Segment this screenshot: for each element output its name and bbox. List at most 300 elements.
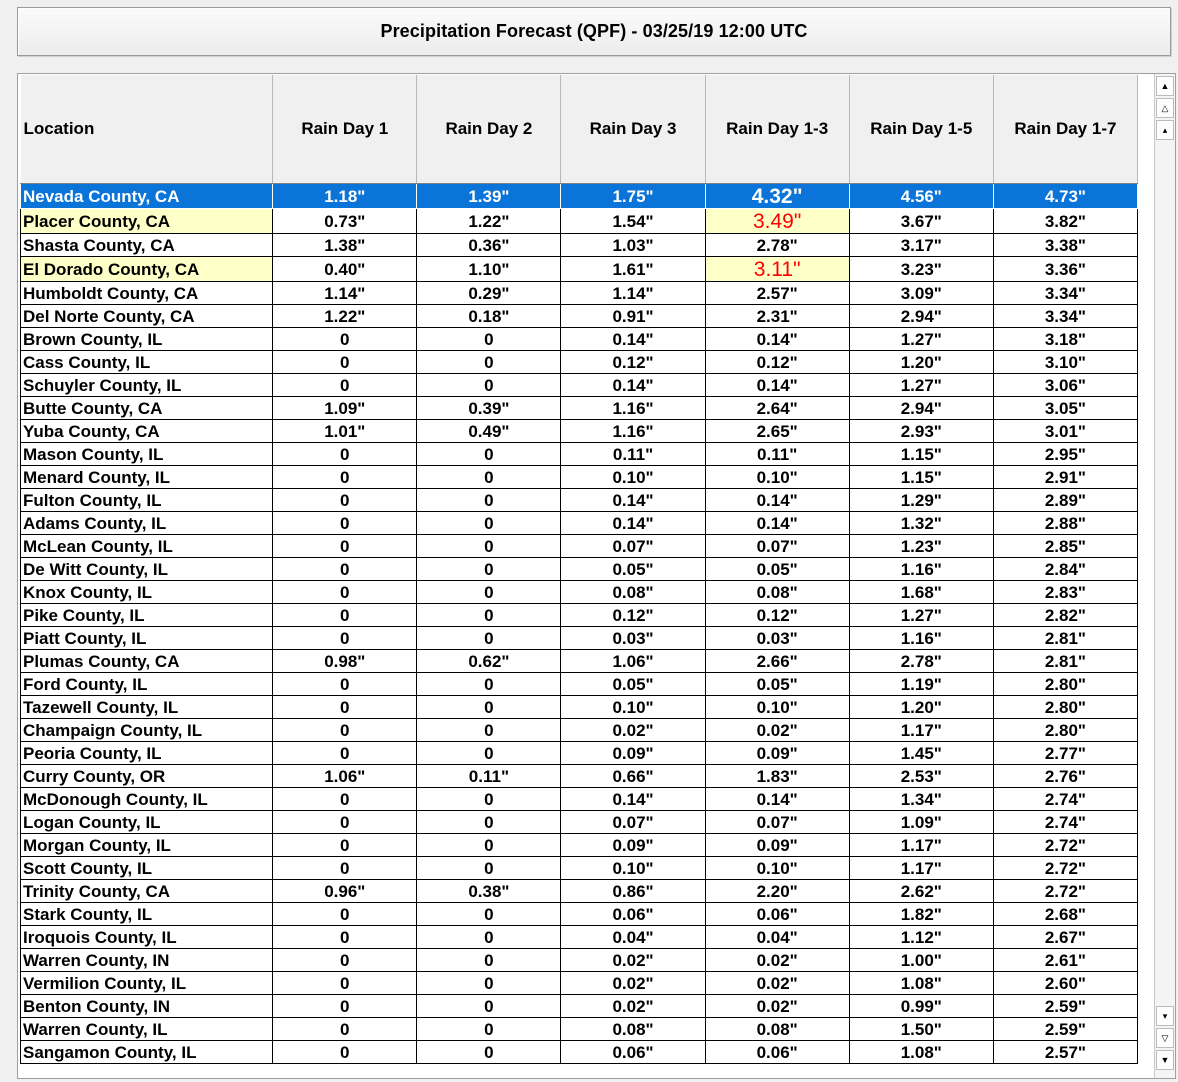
cell-location: Warren County, IL <box>21 1018 273 1041</box>
cell-rain-day-1-3: 0.14" <box>705 328 849 351</box>
cell-rain-day-1-7: 2.81" <box>993 650 1137 673</box>
window-title: Precipitation Forecast (QPF) - 03/25/19 12:00 UTC <box>380 21 808 41</box>
cell-rain-day-1-7: 2.91" <box>993 466 1137 489</box>
cell-rain-day-3: 0.09" <box>561 742 705 765</box>
table-row[interactable] <box>21 466 1138 489</box>
cell-rain-day-2: 0 <box>417 719 561 742</box>
cell-rain-day-1: 0 <box>273 374 417 397</box>
cell-rain-day-1-7: 2.60" <box>993 972 1137 995</box>
table-row[interactable] <box>21 443 1138 466</box>
table-row[interactable] <box>21 742 1138 765</box>
table-row[interactable] <box>21 834 1138 857</box>
cell-rain-day-1-5: 1.50" <box>849 1018 993 1041</box>
cell-rain-day-1-5: 1.29" <box>849 489 993 512</box>
column-header-rain-day-1-3[interactable]: Rain Day 1-3 <box>705 75 849 184</box>
cell-rain-day-3: 0.14" <box>561 788 705 811</box>
table-row[interactable] <box>21 535 1138 558</box>
cell-rain-day-1-7: 3.34" <box>993 282 1137 305</box>
cell-rain-day-1: 0 <box>273 1041 417 1064</box>
cell-location: Schuyler County, IL <box>21 374 273 397</box>
table-row[interactable] <box>21 489 1138 512</box>
table-row[interactable] <box>21 627 1138 650</box>
cell-rain-day-3: 0.66" <box>561 765 705 788</box>
cell-rain-day-1: 0.73" <box>273 209 417 234</box>
cell-rain-day-1-5: 1.19" <box>849 673 993 696</box>
table-row[interactable] <box>21 926 1138 949</box>
header-row <box>21 75 1138 184</box>
cell-rain-day-3: 0.06" <box>561 903 705 926</box>
table-row[interactable] <box>21 673 1138 696</box>
cell-rain-day-3: 0.07" <box>561 811 705 834</box>
cell-rain-day-1: 0 <box>273 696 417 719</box>
cell-rain-day-1: 0 <box>273 811 417 834</box>
cell-rain-day-1-5: 0.99" <box>849 995 993 1018</box>
column-header-rain-day-3[interactable]: Rain Day 3 <box>561 75 705 184</box>
cell-rain-day-1-3: 0.14" <box>705 512 849 535</box>
cell-rain-day-1-3: 0.09" <box>705 834 849 857</box>
scroll-bottom-icon[interactable]: ▼ <box>1156 1050 1174 1070</box>
cell-rain-day-1-5: 1.20" <box>849 351 993 374</box>
cell-rain-day-3: 1.75" <box>561 184 705 209</box>
table-row[interactable] <box>21 719 1138 742</box>
cell-rain-day-1: 1.09" <box>273 397 417 420</box>
cell-rain-day-1: 0 <box>273 1018 417 1041</box>
cell-rain-day-1-7: 2.82" <box>993 604 1137 627</box>
cell-location: Knox County, IL <box>21 581 273 604</box>
cell-rain-day-1-5: 1.12" <box>849 926 993 949</box>
cell-rain-day-2: 0 <box>417 995 561 1018</box>
cell-rain-day-1: 0 <box>273 443 417 466</box>
cell-rain-day-1-3: 2.20" <box>705 880 849 903</box>
cell-rain-day-1: 0 <box>273 995 417 1018</box>
cell-rain-day-1-7: 2.74" <box>993 811 1137 834</box>
cell-location: Trinity County, CA <box>21 880 273 903</box>
cell-rain-day-2: 0 <box>417 926 561 949</box>
cell-location: De Witt County, IL <box>21 558 273 581</box>
cell-rain-day-2: 0 <box>417 972 561 995</box>
cell-rain-day-1-5: 1.09" <box>849 811 993 834</box>
cell-rain-day-1-3: 3.49" <box>705 209 849 234</box>
cell-location: Brown County, IL <box>21 328 273 351</box>
table-row[interactable] <box>21 972 1138 995</box>
cell-rain-day-1-3: 0.10" <box>705 696 849 719</box>
cell-rain-day-1-5: 1.45" <box>849 742 993 765</box>
cell-rain-day-2: 0 <box>417 1018 561 1041</box>
cell-location: Menard County, IL <box>21 466 273 489</box>
table-row[interactable] <box>21 420 1138 443</box>
cell-location: Logan County, IL <box>21 811 273 834</box>
cell-rain-day-3: 0.02" <box>561 719 705 742</box>
cell-rain-day-1-3: 4.32" <box>705 184 849 209</box>
cell-rain-day-1-5: 1.17" <box>849 719 993 742</box>
cell-rain-day-3: 0.14" <box>561 328 705 351</box>
cell-location: El Dorado County, CA <box>21 257 273 282</box>
cell-rain-day-3: 0.03" <box>561 627 705 650</box>
table-row[interactable] <box>21 234 1138 257</box>
cell-rain-day-1: 0 <box>273 351 417 374</box>
table-row[interactable] <box>21 351 1138 374</box>
cell-rain-day-1: 0 <box>273 903 417 926</box>
cell-rain-day-1-7: 2.85" <box>993 535 1137 558</box>
cell-rain-day-1-3: 2.78" <box>705 234 849 257</box>
table-row[interactable] <box>21 696 1138 719</box>
cell-location: Ford County, IL <box>21 673 273 696</box>
cell-rain-day-2: 0.39" <box>417 397 561 420</box>
cell-rain-day-1-5: 1.15" <box>849 466 993 489</box>
cell-rain-day-1: 0 <box>273 926 417 949</box>
table-row[interactable] <box>21 788 1138 811</box>
cell-rain-day-3: 0.02" <box>561 949 705 972</box>
cell-rain-day-1-5: 1.34" <box>849 788 993 811</box>
cell-rain-day-2: 0 <box>417 558 561 581</box>
cell-rain-day-1-3: 0.07" <box>705 811 849 834</box>
cell-rain-day-1-7: 3.34" <box>993 305 1137 328</box>
cell-rain-day-1-3: 0.10" <box>705 857 849 880</box>
cell-location: Tazewell County, IL <box>21 696 273 719</box>
cell-rain-day-2: 0 <box>417 443 561 466</box>
cell-location: Humboldt County, CA <box>21 282 273 305</box>
cell-rain-day-1: 0 <box>273 627 417 650</box>
cell-rain-day-2: 0 <box>417 512 561 535</box>
cell-rain-day-1: 0 <box>273 558 417 581</box>
cell-rain-day-1-5: 3.23" <box>849 257 993 282</box>
cell-rain-day-1-7: 2.67" <box>993 926 1137 949</box>
cell-location: McLean County, IL <box>21 535 273 558</box>
scroll-top-icon[interactable]: ▲ <box>1156 76 1174 96</box>
cell-rain-day-1-7: 2.68" <box>993 903 1137 926</box>
cell-rain-day-2: 0.18" <box>417 305 561 328</box>
cell-location: Scott County, IL <box>21 857 273 880</box>
cell-rain-day-2: 0 <box>417 328 561 351</box>
table-row[interactable] <box>21 1018 1138 1041</box>
cell-rain-day-1-7: 2.72" <box>993 834 1137 857</box>
cell-rain-day-2: 0 <box>417 903 561 926</box>
cell-rain-day-3: 0.86" <box>561 880 705 903</box>
cell-rain-day-1-7: 2.59" <box>993 1018 1137 1041</box>
cell-location: Fulton County, IL <box>21 489 273 512</box>
cell-rain-day-3: 1.06" <box>561 650 705 673</box>
cell-rain-day-3: 1.61" <box>561 257 705 282</box>
cell-rain-day-1-7: 2.77" <box>993 742 1137 765</box>
cell-rain-day-1-3: 0.08" <box>705 581 849 604</box>
table-row[interactable] <box>21 305 1138 328</box>
cell-rain-day-1-3: 0.06" <box>705 903 849 926</box>
cell-rain-day-1: 1.38" <box>273 234 417 257</box>
table-row[interactable] <box>21 1041 1138 1064</box>
cell-rain-day-3: 0.12" <box>561 604 705 627</box>
cell-location: Benton County, IN <box>21 995 273 1018</box>
cell-rain-day-3: 0.14" <box>561 512 705 535</box>
cell-rain-day-1-7: 2.84" <box>993 558 1137 581</box>
cell-location: Yuba County, CA <box>21 420 273 443</box>
forecast-table <box>20 75 1138 1064</box>
cell-rain-day-1: 0 <box>273 857 417 880</box>
cell-rain-day-1-7: 3.06" <box>993 374 1137 397</box>
cell-rain-day-3: 0.10" <box>561 466 705 489</box>
cell-location: Iroquois County, IL <box>21 926 273 949</box>
cell-rain-day-1-5: 2.53" <box>849 765 993 788</box>
table-row[interactable] <box>21 811 1138 834</box>
cell-location: McDonough County, IL <box>21 788 273 811</box>
cell-rain-day-2: 0 <box>417 604 561 627</box>
cell-rain-day-2: 0 <box>417 351 561 374</box>
line-down-icon[interactable]: ▾ <box>1156 1006 1174 1026</box>
cell-rain-day-1-3: 0.02" <box>705 949 849 972</box>
table-row[interactable] <box>21 282 1138 305</box>
cell-rain-day-1: 0.98" <box>273 650 417 673</box>
cell-rain-day-1: 1.22" <box>273 305 417 328</box>
cell-rain-day-1-3: 2.57" <box>705 282 849 305</box>
cell-rain-day-1: 0 <box>273 972 417 995</box>
cell-location: Warren County, IN <box>21 949 273 972</box>
cell-rain-day-1-3: 2.64" <box>705 397 849 420</box>
cell-rain-day-1-5: 1.00" <box>849 949 993 972</box>
cell-rain-day-2: 0.11" <box>417 765 561 788</box>
cell-rain-day-1: 0 <box>273 581 417 604</box>
cell-rain-day-1-5: 2.93" <box>849 420 993 443</box>
cell-rain-day-1-3: 0.14" <box>705 374 849 397</box>
cell-rain-day-1-5: 1.27" <box>849 604 993 627</box>
table-row[interactable] <box>21 184 1138 209</box>
cell-rain-day-2: 0 <box>417 788 561 811</box>
cell-rain-day-3: 0.08" <box>561 581 705 604</box>
cell-rain-day-1: 0 <box>273 466 417 489</box>
cell-rain-day-1-3: 0.04" <box>705 926 849 949</box>
table-row[interactable] <box>21 257 1138 282</box>
cell-rain-day-3: 0.02" <box>561 972 705 995</box>
cell-location: Peoria County, IL <box>21 742 273 765</box>
cell-rain-day-1: 0 <box>273 719 417 742</box>
cell-rain-day-1-3: 0.14" <box>705 788 849 811</box>
table-row[interactable] <box>21 949 1138 972</box>
cell-location: Piatt County, IL <box>21 627 273 650</box>
cell-rain-day-1-7: 2.57" <box>993 1041 1137 1064</box>
cell-rain-day-1-3: 0.10" <box>705 466 849 489</box>
cell-rain-day-1-7: 2.80" <box>993 719 1137 742</box>
cell-rain-day-1-7: 3.36" <box>993 257 1137 282</box>
cell-rain-day-2: 0.38" <box>417 880 561 903</box>
cell-rain-day-1-7: 3.18" <box>993 328 1137 351</box>
cell-rain-day-2: 0 <box>417 742 561 765</box>
cell-rain-day-1-3: 0.05" <box>705 558 849 581</box>
cell-location: Vermilion County, IL <box>21 972 273 995</box>
page-up-icon[interactable]: △ <box>1156 98 1174 118</box>
cell-rain-day-1-3: 0.05" <box>705 673 849 696</box>
cell-rain-day-1-5: 1.27" <box>849 328 993 351</box>
cell-rain-day-1: 0 <box>273 328 417 351</box>
cell-rain-day-2: 0 <box>417 581 561 604</box>
cell-rain-day-1: 0 <box>273 489 417 512</box>
table-row[interactable] <box>21 765 1138 788</box>
cell-rain-day-1-5: 1.23" <box>849 535 993 558</box>
cell-location: Plumas County, CA <box>21 650 273 673</box>
cell-rain-day-1-7: 2.88" <box>993 512 1137 535</box>
line-up-icon[interactable]: ▴ <box>1156 120 1174 140</box>
cell-rain-day-2: 0 <box>417 489 561 512</box>
cell-rain-day-1-5: 1.17" <box>849 857 993 880</box>
cell-rain-day-1-5: 2.94" <box>849 305 993 328</box>
cell-location: Nevada County, CA <box>21 184 273 209</box>
cell-rain-day-1: 1.18" <box>273 184 417 209</box>
cell-location: Pike County, IL <box>21 604 273 627</box>
cell-rain-day-1-3: 3.11" <box>705 257 849 282</box>
cell-rain-day-1-3: 0.12" <box>705 604 849 627</box>
column-header-rain-day-1[interactable]: Rain Day 1 <box>273 75 417 184</box>
cell-rain-day-1-7: 4.73" <box>993 184 1137 209</box>
cell-rain-day-3: 0.10" <box>561 857 705 880</box>
cell-rain-day-1-5: 1.16" <box>849 558 993 581</box>
cell-rain-day-2: 0 <box>417 1041 561 1064</box>
table-row[interactable] <box>21 209 1138 234</box>
cell-rain-day-2: 0.49" <box>417 420 561 443</box>
cell-rain-day-1-7: 2.80" <box>993 673 1137 696</box>
grid-viewport <box>20 75 1155 1077</box>
cell-rain-day-2: 0 <box>417 857 561 880</box>
cell-rain-day-1: 0 <box>273 512 417 535</box>
cell-rain-day-2: 0.36" <box>417 234 561 257</box>
cell-rain-day-1-7: 2.89" <box>993 489 1137 512</box>
cell-rain-day-1-5: 4.56" <box>849 184 993 209</box>
cell-location: Sangamon County, IL <box>21 1041 273 1064</box>
cell-rain-day-3: 0.12" <box>561 351 705 374</box>
cell-rain-day-1-3: 0.11" <box>705 443 849 466</box>
cell-rain-day-3: 1.54" <box>561 209 705 234</box>
cell-rain-day-1-5: 1.68" <box>849 581 993 604</box>
cell-location: Champaign County, IL <box>21 719 273 742</box>
cell-rain-day-1-7: 2.95" <box>993 443 1137 466</box>
cell-rain-day-1-3: 0.02" <box>705 972 849 995</box>
cell-rain-day-1: 0 <box>273 949 417 972</box>
cell-rain-day-1-7: 3.38" <box>993 234 1137 257</box>
cell-rain-day-3: 0.06" <box>561 1041 705 1064</box>
cell-rain-day-1-5: 1.20" <box>849 696 993 719</box>
cell-rain-day-2: 0.29" <box>417 282 561 305</box>
column-header-rain-day-2[interactable]: Rain Day 2 <box>417 75 561 184</box>
cell-rain-day-1-7: 2.74" <box>993 788 1137 811</box>
cell-rain-day-1-7: 3.10" <box>993 351 1137 374</box>
cell-rain-day-1-5: 2.62" <box>849 880 993 903</box>
cell-rain-day-1-3: 0.07" <box>705 535 849 558</box>
cell-rain-day-1-7: 2.59" <box>993 995 1137 1018</box>
cell-rain-day-2: 0 <box>417 673 561 696</box>
table-row[interactable] <box>21 512 1138 535</box>
cell-rain-day-1-5: 1.17" <box>849 834 993 857</box>
table-row[interactable] <box>21 558 1138 581</box>
cell-rain-day-3: 1.16" <box>561 420 705 443</box>
cell-location: Morgan County, IL <box>21 834 273 857</box>
column-header-location[interactable]: Location <box>21 75 273 184</box>
cell-rain-day-3: 0.05" <box>561 558 705 581</box>
cell-rain-day-1-5: 1.08" <box>849 972 993 995</box>
cell-rain-day-3: 0.11" <box>561 443 705 466</box>
cell-rain-day-2: 0 <box>417 696 561 719</box>
cell-rain-day-2: 0 <box>417 535 561 558</box>
cell-rain-day-1-7: 2.72" <box>993 880 1137 903</box>
cell-rain-day-3: 1.16" <box>561 397 705 420</box>
cell-rain-day-2: 0 <box>417 949 561 972</box>
cell-rain-day-1: 0 <box>273 535 417 558</box>
cell-rain-day-3: 0.05" <box>561 673 705 696</box>
table-row[interactable] <box>21 581 1138 604</box>
cell-rain-day-2: 1.39" <box>417 184 561 209</box>
cell-rain-day-1-5: 2.78" <box>849 650 993 673</box>
cell-rain-day-1-3: 2.66" <box>705 650 849 673</box>
cell-rain-day-1: 0 <box>273 604 417 627</box>
cell-rain-day-1-5: 3.09" <box>849 282 993 305</box>
cell-rain-day-3: 0.91" <box>561 305 705 328</box>
cell-rain-day-1-7: 2.76" <box>993 765 1137 788</box>
table-row[interactable] <box>21 650 1138 673</box>
table-row[interactable] <box>21 880 1138 903</box>
cell-rain-day-1-3: 0.12" <box>705 351 849 374</box>
table-body <box>21 184 1138 1064</box>
cell-rain-day-3: 0.14" <box>561 489 705 512</box>
cell-rain-day-2: 0 <box>417 811 561 834</box>
cell-location: Placer County, CA <box>21 209 273 234</box>
cell-rain-day-3: 0.14" <box>561 374 705 397</box>
cell-rain-day-1-5: 1.82" <box>849 903 993 926</box>
cell-rain-day-1-7: 2.81" <box>993 627 1137 650</box>
window-title-bar <box>17 7 1171 56</box>
cell-rain-day-1: 1.06" <box>273 765 417 788</box>
cell-rain-day-1-3: 2.65" <box>705 420 849 443</box>
cell-rain-day-1-7: 2.72" <box>993 857 1137 880</box>
cell-location: Cass County, IL <box>21 351 273 374</box>
table-row[interactable] <box>21 397 1138 420</box>
cell-rain-day-2: 0.62" <box>417 650 561 673</box>
table-row[interactable] <box>21 604 1138 627</box>
cell-rain-day-1-3: 0.02" <box>705 995 849 1018</box>
page-down-icon[interactable]: ▽ <box>1156 1028 1174 1048</box>
cell-rain-day-3: 0.09" <box>561 834 705 857</box>
cell-rain-day-1-3: 2.31" <box>705 305 849 328</box>
cell-rain-day-1: 0 <box>273 673 417 696</box>
table-row[interactable] <box>21 857 1138 880</box>
cell-rain-day-1: 0 <box>273 834 417 857</box>
cell-rain-day-1: 0 <box>273 742 417 765</box>
cell-rain-day-2: 0 <box>417 374 561 397</box>
table-row[interactable] <box>21 903 1138 926</box>
cell-rain-day-1-5: 2.94" <box>849 397 993 420</box>
cell-rain-day-1-3: 0.09" <box>705 742 849 765</box>
cell-rain-day-1: 0 <box>273 788 417 811</box>
column-header-rain-day-1-7[interactable]: Rain Day 1-7 <box>993 75 1137 184</box>
table-row[interactable] <box>21 995 1138 1018</box>
cell-rain-day-1-5: 1.16" <box>849 627 993 650</box>
cell-rain-day-1: 0.40" <box>273 257 417 282</box>
cell-rain-day-1-5: 1.08" <box>849 1041 993 1064</box>
cell-rain-day-3: 0.07" <box>561 535 705 558</box>
cell-rain-day-3: 0.08" <box>561 1018 705 1041</box>
cell-rain-day-1-3: 0.06" <box>705 1041 849 1064</box>
cell-rain-day-1-7: 3.05" <box>993 397 1137 420</box>
cell-rain-day-2: 0 <box>417 466 561 489</box>
cell-rain-day-1-7: 3.01" <box>993 420 1137 443</box>
table-row[interactable] <box>21 374 1138 397</box>
cell-location: Butte County, CA <box>21 397 273 420</box>
cell-rain-day-1-3: 0.03" <box>705 627 849 650</box>
column-header-rain-day-1-5[interactable]: Rain Day 1-5 <box>849 75 993 184</box>
table-row[interactable] <box>21 328 1138 351</box>
cell-rain-day-1: 1.14" <box>273 282 417 305</box>
cell-rain-day-2: 1.22" <box>417 209 561 234</box>
cell-rain-day-3: 1.14" <box>561 282 705 305</box>
cell-rain-day-2: 0 <box>417 834 561 857</box>
forecast-grid <box>17 73 1176 1079</box>
vertical-scrollbar[interactable] <box>1154 74 1175 1078</box>
cell-rain-day-1-7: 2.83" <box>993 581 1137 604</box>
cell-location: Shasta County, CA <box>21 234 273 257</box>
